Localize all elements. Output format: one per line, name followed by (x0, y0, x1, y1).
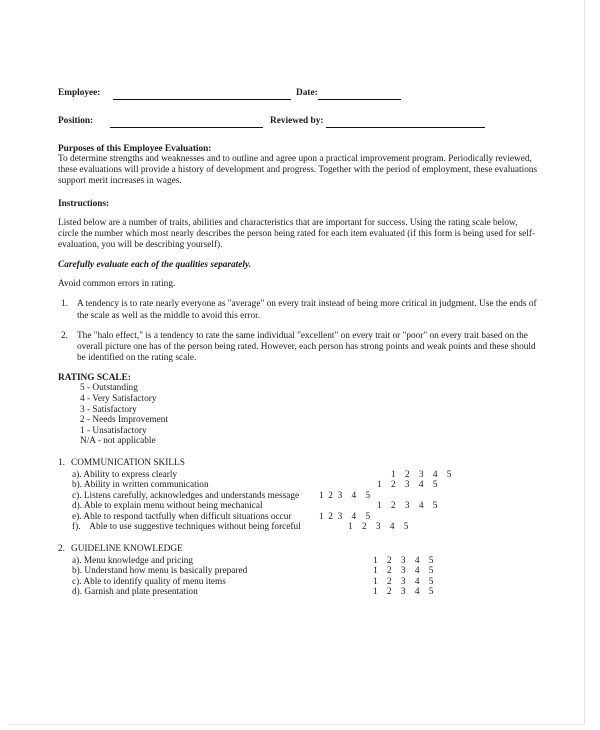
rating-question-row (58, 522, 538, 533)
rating-options[interactable]: 1 2 3 4 5 (348, 522, 409, 533)
rating-options[interactable]: 1 2 3 4 5 (377, 501, 438, 512)
header-fields-block (58, 88, 538, 130)
rating-scale-item: 3 - Satisfactory (80, 404, 137, 415)
employee-input-line[interactable] (113, 99, 291, 100)
rating-scale-item: 5 - Outstanding (80, 383, 138, 394)
rating-options[interactable]: 1 2 3 4 5 (373, 576, 434, 587)
rating-question-row (58, 501, 538, 512)
common-error-item (58, 299, 538, 321)
question-label: b). Understand how menu is basically prepared (72, 566, 248, 577)
document-body (58, 88, 538, 598)
rating-question-row (58, 480, 538, 491)
date-label: Date: (296, 88, 318, 98)
purposes-body: To determine strengths and weaknesses and to outline and agree upon a practical improvement program. Periodically reviewed, these evaluations will provide a history of development and progress. Together with the period of employment, these evaluations support merit increases in wages. (58, 154, 538, 187)
rating-options[interactable]: 1 2 3 4 5 (373, 566, 434, 577)
document-page (8, 0, 585, 725)
common-error-number: 1. (61, 299, 68, 310)
rating-question-row (58, 587, 538, 598)
rating-options[interactable]: 1 2 3 4 5 (377, 480, 438, 491)
purposes-heading: Purposes of this Employee Evaluation: (58, 144, 212, 154)
avoid-errors-line: Avoid common errors in rating. (58, 279, 176, 290)
question-label: c). Able to identify quality of menu items (72, 576, 226, 587)
evaluation-section (58, 458, 538, 533)
section-heading (58, 458, 538, 470)
section-title: COMMUNICATION SKILLS (71, 458, 185, 468)
employee-date-row (58, 88, 538, 102)
rating-options[interactable]: 1 2 3 4 5 (373, 587, 434, 598)
question-label: b). Ability in written communication (72, 480, 209, 491)
rating-options[interactable]: 1 2 3 4 5 (319, 511, 371, 522)
question-label: c). Listens carefully, acknowledges and understands message (72, 490, 300, 501)
evaluation-section (58, 544, 538, 598)
common-error-item (58, 331, 538, 365)
position-input-line[interactable] (110, 127, 263, 128)
instructions-body: Listed below are a number of traits, abilities and characteristics that are important for success. Using the rating scale below, circle the number which most nearly describes the person being rated for each item evaluated (if this form is being used for self-evaluation, you will be describing yourself). (58, 217, 536, 251)
instructions-emphasis: Carefully evaluate each of the qualities separately. (58, 260, 252, 271)
purposes-block (58, 144, 538, 188)
instructions-block (58, 199, 538, 365)
common-error-text: The "halo effect," is a tendency to rate the same individual "excellent" on every trait or "poor" on every trait based on the overall picture one has of the person being rated. However, each person has strong points and weak points and these should be identified on the rating scale. (77, 330, 536, 364)
position-reviewer-row (58, 116, 538, 130)
question-label: a). Ability to express clearly (72, 469, 178, 480)
common-error-number: 2. (61, 330, 68, 341)
section-title: GUIDELINE KNOWLEDGE (71, 544, 183, 555)
section-number: 1. (58, 458, 65, 468)
rating-scale-item: 2 - Needs Improvement (80, 415, 169, 426)
date-input-line[interactable] (318, 99, 401, 100)
reviewed-by-label: Reviewed by: (270, 116, 324, 126)
reviewed-by-input-line[interactable] (326, 127, 485, 128)
common-error-text: A tendency is to rate nearly everyone as "average" on every trait instead of being more critical in judgment. Use the ends of the scale as well as the middle to avoid this error. (77, 299, 537, 321)
question-label: a). Menu knowledge and pricing (72, 555, 194, 566)
rating-question-row (58, 556, 538, 567)
rating-scale-block (58, 373, 538, 447)
question-label: e). Able to respond tactfully when difficult situations occur (72, 511, 292, 522)
rating-scale-item: 4 - Very Satisfactory (80, 394, 157, 405)
rating-question-row (58, 577, 538, 588)
section-number: 2. (58, 544, 65, 555)
question-label: d). Garnish and plate presentation (72, 587, 198, 598)
rating-scale-item: 1 - Unsatisfactory (80, 425, 147, 436)
rating-options[interactable]: 1 2 3 4 5 (391, 469, 452, 480)
question-label: d). Able to explain menu without being mechanical (72, 501, 263, 512)
rating-question-row (58, 512, 538, 523)
rating-scale-heading: RATING SCALE: (58, 373, 131, 384)
question-label: f). Able to use suggestive techniques without being forceful (72, 522, 301, 533)
position-label: Position: (58, 116, 94, 126)
section-heading (58, 544, 538, 556)
rating-options[interactable]: 1 2 3 4 5 (319, 490, 371, 501)
employee-label: Employee: (58, 88, 101, 98)
rating-options[interactable]: 1 2 3 4 5 (373, 555, 434, 566)
instructions-heading: Instructions: (58, 198, 110, 209)
rating-scale-item: N/A - not applicable (80, 436, 156, 447)
rating-question-row (58, 491, 538, 502)
rating-question-row (58, 470, 538, 481)
rating-question-row (58, 566, 538, 577)
